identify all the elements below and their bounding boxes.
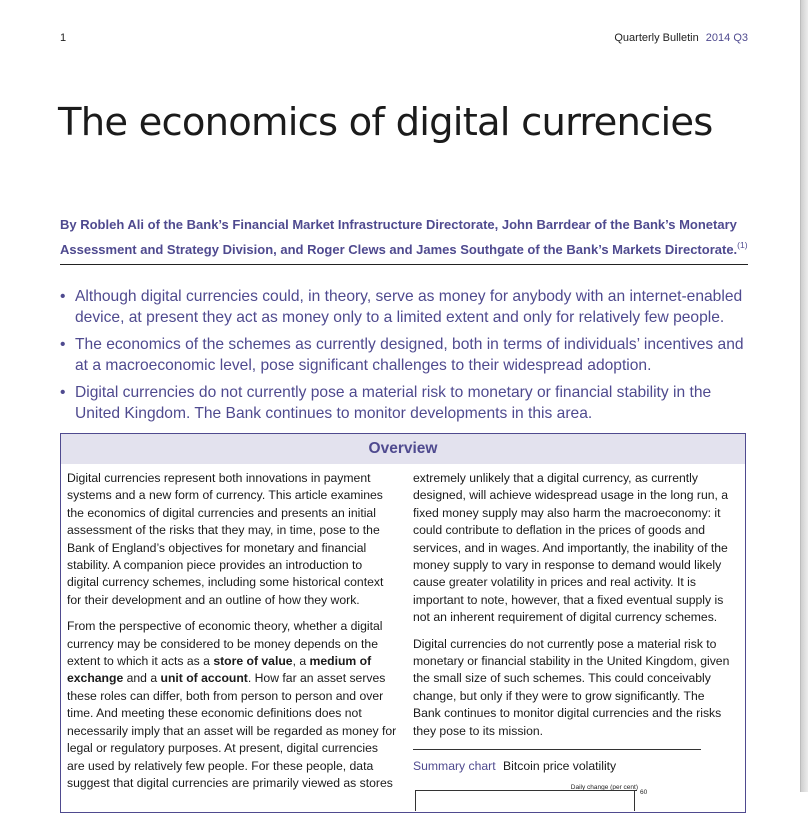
chart-tick-mark	[633, 790, 637, 791]
byline-footnote-marker: (1)	[737, 240, 748, 250]
summary-chart-divider	[413, 749, 701, 750]
term-store-of-value: store of value	[213, 654, 293, 669]
overview-paragraph	[67, 618, 397, 792]
summary-bullet-text: Although digital currencies could, in theory, serve as money for anybody with an internet-enabled device, at present they act as money only to a limited extent and only for relatively few people.	[75, 288, 743, 326]
summary-bullet-list	[60, 286, 760, 430]
overview-box	[60, 433, 746, 813]
term-medium-of-exchange: medium of exchange	[67, 654, 372, 686]
byline-text: By Robleh Ali of the Bank’s Financial Market Infrastructure Directorate, John Barrdear of the Bank’s Monetary Assessment and Strategy Division, and Roger Clews and James Southgate of the Bank’s Markets Directorate.	[60, 217, 738, 257]
publication-name: Quarterly Bulletin	[614, 32, 699, 44]
paragraph-text: From the perspective of economic theory, whether a digital currency may be considered to be money depends on the extent to which it acts as a	[67, 619, 383, 669]
paragraph-text: and a	[123, 671, 161, 686]
byline-divider	[60, 264, 748, 265]
chart-plot-area	[415, 790, 635, 811]
term-unit-of-account: unit of account	[160, 671, 248, 686]
article-byline	[60, 215, 760, 260]
chart-axis-unit: Daily change (per cent)	[570, 783, 638, 791]
article-title: The economics of digital currencies	[58, 100, 713, 145]
bullet-dot-icon: •	[60, 288, 66, 305]
overview-heading: Overview	[61, 434, 745, 464]
summary-bullet-text: The economics of the schemes as currently designed, both in terms of individuals’ incentives and at a macroeconomic level, pose significant challenges to their widespread adoption.	[75, 336, 744, 374]
chart-tick-label: 60	[640, 788, 648, 796]
bullet-dot-icon: •	[60, 336, 66, 353]
overview-right-column	[413, 470, 735, 802]
overview-paragraph: Digital currencies represent both innovations in payment systems and a new form of currency. This article examines the economics of digital currencies and presents an initial assessment of the risks that they may, in time, pose to the Bank of England’s objectives for monetary and financial stability. A companion piece provides an introduction to digital currency schemes, including some historical context for their development and an outline of how they work.	[67, 471, 384, 607]
summary-bullet-item	[60, 286, 760, 328]
publication-issue: 2014 Q3	[705, 32, 748, 44]
summary-bullet-item	[60, 334, 760, 376]
paragraph-text: . How far an asset serves these roles can differ, both from person to person and over time. And meeting these economic definitions does not necessarily imply that an asset will be regarded as money for legal or regulatory purposes. At present, digital currencies are used by relatively few people. For these people, data suggest that digital currencies are primarily viewed as stores	[67, 671, 397, 790]
summary-bullet-item	[60, 382, 760, 424]
overview-paragraph: extremely unlikely that a digital currency, as currently designed, will achieve widespread usage in the long run, a fixed money supply may also harm the macroeconomy: it could contribute to deflation in the prices of goods and services, and in wages. And importantly, the inability of the money supply to vary in response to demand would likely cause greater volatility in prices and real activity. It is important to note, however, that a fixed eventual supply is not an inherent requirement of digital currency schemes.	[413, 471, 729, 625]
paragraph-text: , a	[292, 654, 310, 669]
summary-chart-title: Bitcoin price volatility	[503, 759, 617, 774]
running-header	[614, 32, 748, 44]
summary-chart-caption	[413, 758, 735, 775]
page-edge-shadow	[801, 0, 808, 792]
summary-bullet-text: Digital currencies do not currently pose a material risk to monetary or financial stability in the United Kingdom. The Bank continues to monitor developments in this area.	[75, 384, 712, 422]
overview-paragraph: Digital currencies do not currently pose a material risk to monetary or financial stability in the United Kingdom, given the small size of such schemes. This could conceivably change, but only if they were to grow significantly. The Bank continues to monitor digital currencies and the risks they pose to its mission.	[413, 636, 730, 738]
bullet-dot-icon: •	[60, 384, 66, 401]
overview-left-column	[67, 470, 397, 801]
summary-chart	[413, 776, 648, 802]
page-number: 1	[60, 32, 67, 44]
summary-chart-label: Summary chart	[413, 759, 496, 774]
